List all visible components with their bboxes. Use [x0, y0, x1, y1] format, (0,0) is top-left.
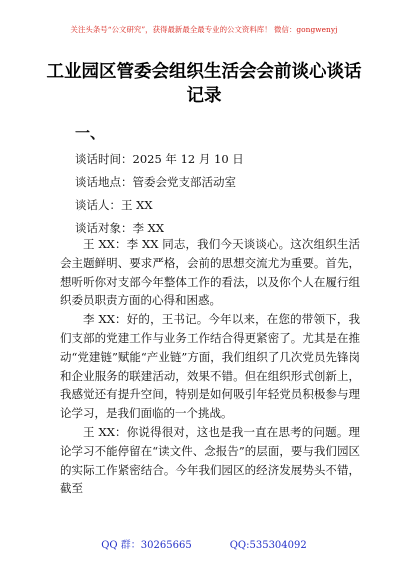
- meta-interviewer: 谈话人：王 XX: [75, 198, 153, 212]
- meta-location: 谈话地点：管委会党支部活动室: [75, 175, 236, 189]
- header-banner: 关注头条号“公文研究”，获得最新最全最专业的公文资料库！ 微信：gongwenyj: [70, 25, 338, 34]
- footer-qq-group: QQ 群：30265665: [101, 540, 192, 551]
- paragraph: 王 XX：你说得很对，这也是我一直在思考的问题。理论学习不能停留在“读文件、念报告”的层面，要与我们园区的实际工作紧密结合。今年我们园区的经济发展势头不错，截至: [60, 424, 360, 496]
- document-title: 工业园区管委会组织生活会会前谈心谈话记录: [46, 62, 362, 106]
- section-heading: 一、: [75, 124, 106, 142]
- paragraph: 李 XX：好的，王书记。今年以来，在您的带领下，我们支部的党建工作与业务工作结合得更紧密了。尤其是在推动“党建链”赋能“产业链”方面，我们组织了几次党员先锋岗和企业服务的联建活动，效果不错。但在组织形式创新上，我感觉还有提升空间，特别是如何吸引年轻党员积极参与理论学习，是我们面临的一个挑战。: [60, 312, 360, 421]
- meta-time: 谈话时间：2025 年 12 月 10 日: [75, 152, 244, 166]
- footer-qq: QQ:535304092: [229, 540, 307, 551]
- paragraph: 王 XX：李 XX 同志，我们今天谈谈心。这次组织生活会主题鲜明、要求严格，会前的思想交流尤为重要。首先，想听听你对支部今年整体工作的看法，以及你个人在履行组织委员职责方面的心得和困惑。: [60, 237, 360, 308]
- footer-contact: [0, 536, 408, 551]
- body-text: [60, 235, 360, 498]
- meta-interviewee: 谈话对象：李 XX: [75, 221, 165, 235]
